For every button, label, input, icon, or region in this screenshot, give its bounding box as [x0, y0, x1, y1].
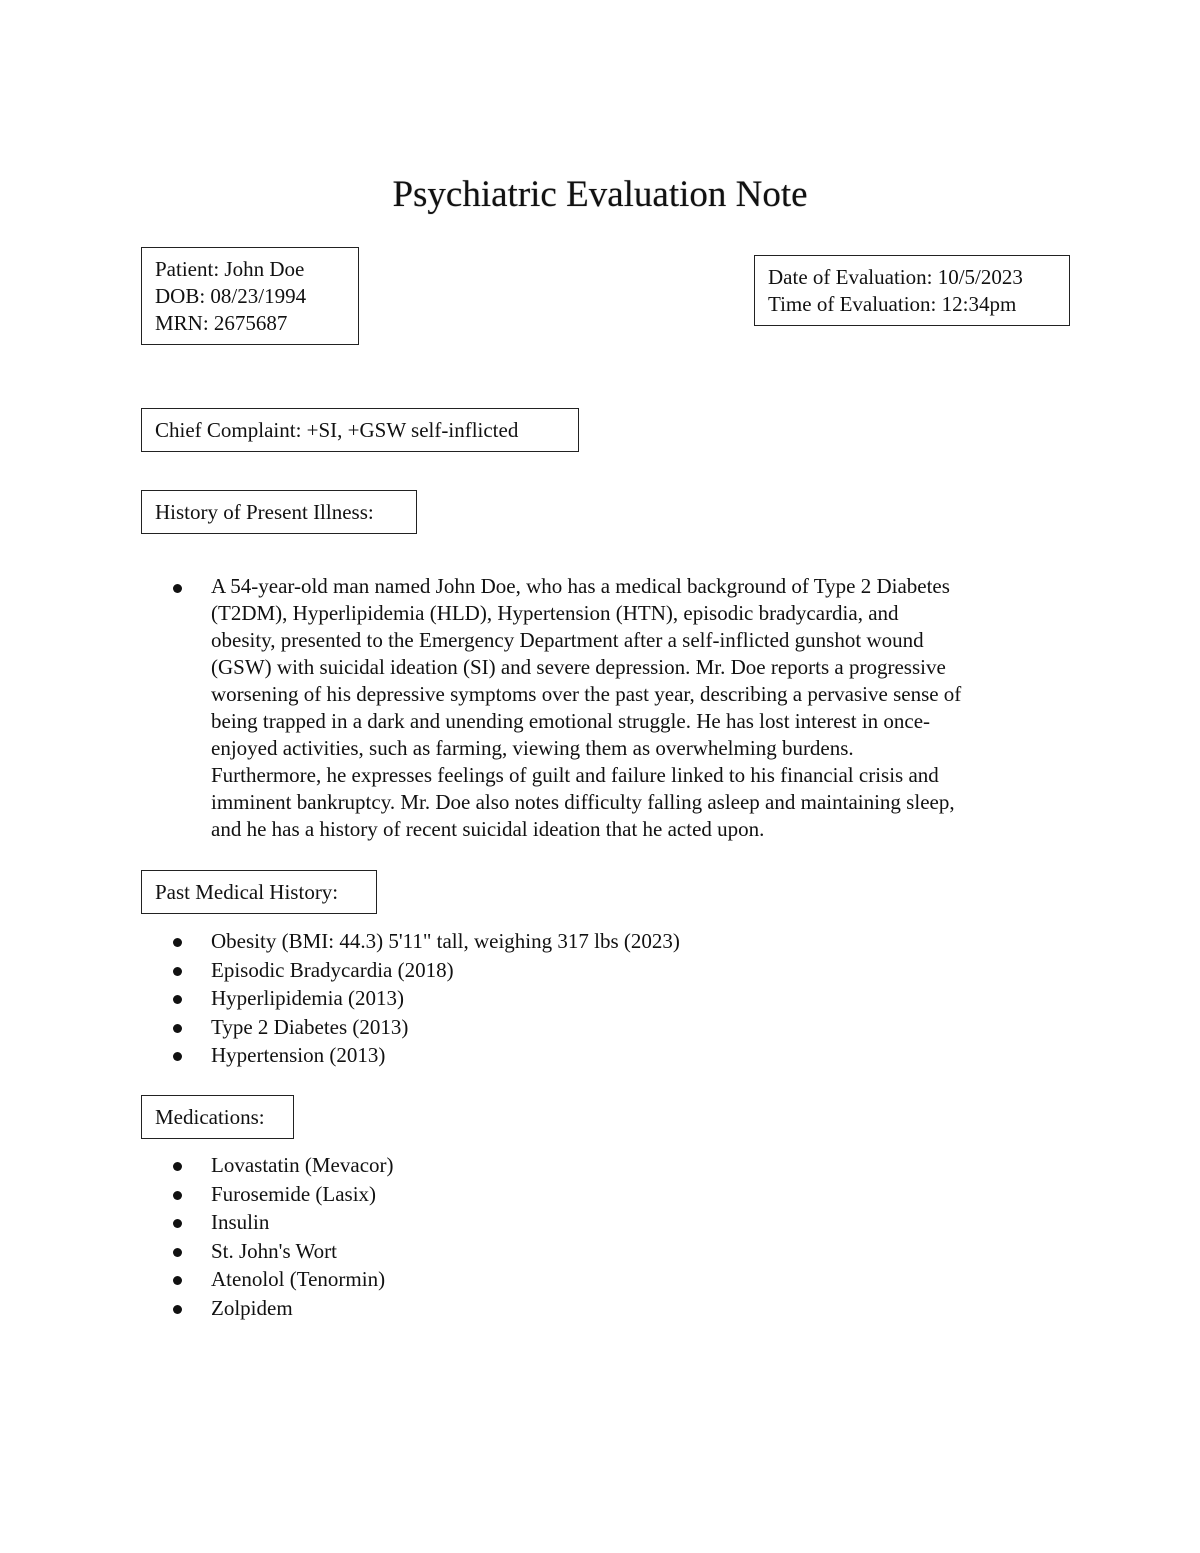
list-item-text: Hyperlipidemia (2013)	[211, 986, 405, 1011]
list-item	[211, 1237, 394, 1266]
hpi-line: Furthermore, he expresses feelings of guilt and failure linked to his financial crisis and	[211, 763, 939, 787]
patient-info-box	[141, 247, 359, 345]
evaluation-date: Date of Evaluation: 10/5/2023	[768, 265, 1023, 289]
list-item-text: Episodic Bradycardia (2018)	[211, 957, 454, 982]
list-item-text: St. John's Wort	[211, 1238, 337, 1263]
hpi-line: obesity, presented to the Emergency Department after a self-inflicted gunshot wound	[211, 628, 924, 652]
list-item-text: Obesity (BMI: 44.3) 5'11" tall, weighing 317 lbs (2023)	[211, 929, 680, 953]
list-item	[211, 1265, 394, 1294]
evaluation-info-box	[754, 255, 1070, 326]
patient-name: Patient: John Doe	[155, 257, 305, 281]
past-medical-history-list	[211, 927, 680, 1070]
past-medical-history-heading: Past Medical History:	[141, 870, 377, 914]
bullet-icon	[173, 1305, 182, 1314]
hpi-line: and he has a history of recent suicidal ideation that he acted upon.	[211, 817, 765, 841]
list-item	[211, 1151, 394, 1180]
hpi-line: (GSW) with suicidal ideation (SI) and severe depression. Mr. Doe reports a progressive	[211, 655, 946, 679]
hpi-line: worsening of his depressive symptoms over the past year, describing a pervasive sense of	[211, 682, 962, 706]
hpi-line: imminent bankruptcy. Mr. Doe also notes difficulty falling asleep and maintaining sleep,	[211, 790, 955, 814]
bullet-icon	[173, 1024, 182, 1033]
list-item	[211, 984, 680, 1013]
list-item	[211, 927, 680, 956]
hpi-paragraph	[211, 573, 1061, 843]
list-item	[211, 1294, 394, 1323]
list-item	[211, 1180, 394, 1209]
bullet-icon	[173, 1052, 182, 1061]
chief-complaint-box: Chief Complaint: +SI, +GSW self-inflicted	[141, 408, 579, 452]
list-item-text: Insulin	[211, 1210, 270, 1235]
list-item-text: Zolpidem	[211, 1295, 293, 1320]
list-item-text: Hypertension (2013)	[211, 1043, 386, 1068]
medications-heading: Medications:	[141, 1095, 294, 1139]
list-item-text: Furosemide (Lasix)	[211, 1181, 377, 1206]
hpi-line: A 54-year-old man named John Doe, who has a medical background of Type 2 Diabetes	[211, 574, 950, 598]
bullet-icon	[173, 938, 182, 947]
list-item	[211, 1013, 680, 1042]
patient-mrn: MRN: 2675687	[155, 311, 288, 335]
bullet-icon	[173, 1276, 182, 1285]
evaluation-time: Time of Evaluation: 12:34pm	[768, 292, 1017, 316]
hpi-line: (T2DM), Hyperlipidemia (HLD), Hypertension (HTN), episodic bradycardia, and	[211, 601, 899, 625]
list-item	[211, 1041, 680, 1070]
medications-list	[211, 1151, 394, 1323]
list-item	[211, 956, 680, 985]
bullet-icon	[173, 967, 182, 976]
bullet-icon	[173, 1191, 182, 1200]
page-title: Psychiatric Evaluation Note	[392, 174, 808, 215]
bullet-icon	[173, 1219, 182, 1228]
hpi-line: enjoyed activities, such as farming, viewing them as overwhelming burdens.	[211, 736, 854, 760]
list-item-text: Lovastatin (Mevacor)	[211, 1153, 394, 1177]
list-item-text: Atenolol (Tenormin)	[211, 1267, 386, 1292]
hpi-line: being trapped in a dark and unending emotional struggle. He has lost interest in once-	[211, 709, 931, 733]
list-item	[211, 1208, 394, 1237]
bullet-icon	[173, 584, 182, 593]
list-item-text: Type 2 Diabetes (2013)	[211, 1014, 409, 1039]
bullet-icon	[173, 995, 182, 1004]
hpi-heading: History of Present Illness:	[141, 490, 417, 534]
bullet-icon	[173, 1248, 182, 1257]
bullet-icon	[173, 1162, 182, 1171]
patient-dob: DOB: 08/23/1994	[155, 284, 307, 308]
